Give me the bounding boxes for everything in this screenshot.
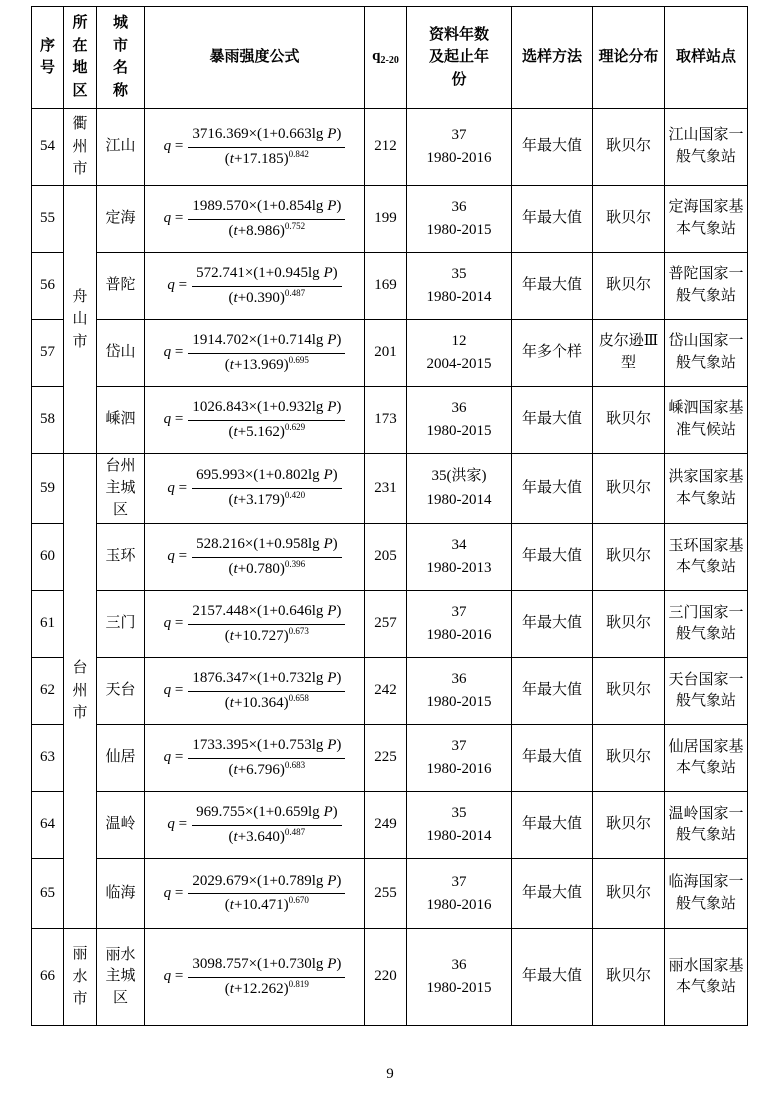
cell-station: 岱山国家一般气象站: [665, 320, 748, 387]
cell-city-name: 仙居: [97, 725, 145, 792]
table-row: [32, 253, 748, 320]
rainstorm-formula: [164, 397, 346, 444]
cell-sampling-method: 年最大值: [512, 658, 593, 725]
header-city-name: [97, 7, 145, 109]
cell-city-name: 丽水主城区: [97, 929, 145, 1026]
cell-city-name: 江山: [97, 109, 145, 186]
cell-distribution: 耿贝尔: [593, 186, 665, 253]
table-row: [32, 929, 748, 1026]
formula-numerator: 695.993×(1+0.802lg P): [192, 465, 342, 489]
table-row: [32, 186, 748, 253]
cell-q2-20: 212: [365, 109, 407, 186]
cell-sampling-method: 年多个样: [512, 320, 593, 387]
formula-numerator: 528.216×(1+0.958lg P): [192, 534, 342, 558]
cell-region: [64, 109, 97, 186]
rainstorm-formula: [167, 465, 341, 512]
cell-city-name: 温岭: [97, 792, 145, 859]
cell-serial-number: 55: [32, 186, 64, 253]
formula-lhs: q =: [163, 138, 184, 155]
header-q-subscript: 2-20: [380, 55, 399, 67]
cell-q2-20: 249: [365, 792, 407, 859]
table-header: [32, 7, 748, 109]
formula-exponent: 0.670: [288, 895, 309, 906]
years-count: 36: [451, 399, 467, 416]
formula-numerator: 3716.369×(1+0.663lg P): [188, 124, 345, 148]
cell-station: 定海国家基本气象站: [665, 186, 748, 253]
formula-fraction: [188, 397, 345, 444]
cell-city-name: 定海: [97, 186, 145, 253]
table-row: [32, 792, 748, 859]
cell-data-years: [407, 524, 512, 591]
formula-numerator: 2029.679×(1+0.789lg P): [188, 871, 345, 895]
cell-station: 江山国家一般气象站: [665, 109, 748, 186]
years-period: 2004-2015: [426, 356, 492, 372]
formula-fraction: [192, 802, 342, 849]
cell-sampling-method: 年最大值: [512, 929, 593, 1026]
years-count: 12: [451, 332, 467, 349]
formula-denominator: $(t+5.162)^{0.629}$: [228, 421, 306, 440]
cell-formula: [145, 109, 365, 186]
formula-exponent: 0.396: [284, 558, 306, 569]
formula-numerator: 3098.757×(1+0.730lg P): [188, 954, 345, 978]
formula-numerator: 2157.448×(1+0.646lg P): [188, 601, 345, 625]
cell-region: [64, 454, 97, 929]
formula-numerator: 1989.570×(1+0.854lg P): [188, 196, 345, 220]
rainstorm-formula: [164, 124, 346, 171]
region-label: 台州市: [72, 660, 88, 722]
cell-sampling-method: 年最大值: [512, 859, 593, 929]
cell-q2-20: 220: [365, 929, 407, 1026]
cell-sampling-method: 年最大值: [512, 792, 593, 859]
header-station: [665, 7, 748, 109]
header-serial-number: [32, 7, 64, 109]
cell-distribution: 耿贝尔: [593, 725, 665, 792]
header-row: [32, 7, 748, 109]
cell-city-name: 台州主城区: [97, 454, 145, 524]
cell-distribution: 耿贝尔: [593, 591, 665, 658]
cell-city-name: 天台: [97, 658, 145, 725]
cell-distribution: 皮尔逊Ⅲ型: [593, 320, 665, 387]
formula-denominator: $(t+6.796)^{0.683}$: [228, 759, 306, 778]
cell-formula: [145, 454, 365, 524]
header-region: [64, 7, 97, 109]
formula-fraction: [188, 871, 345, 918]
years-count: 36: [451, 671, 467, 687]
rainstorm-formula: [164, 601, 346, 648]
cell-sampling-method: 年最大值: [512, 387, 593, 454]
cell-station: 玉环国家基本气象站: [665, 524, 748, 591]
cell-station: 温岭国家一般气象站: [665, 792, 748, 859]
formula-numerator: 969.755×(1+0.659lg P): [192, 802, 342, 826]
cell-data-years: [407, 725, 512, 792]
cell-city-name: 岱山: [97, 320, 145, 387]
cell-station: 洪家国家基本气象站: [665, 454, 748, 524]
table-row: [32, 320, 748, 387]
cell-q2-20: 255: [365, 859, 407, 929]
cell-data-years: [407, 387, 512, 454]
header-data-years-label: 资料年数及起止年份: [428, 26, 489, 88]
years-period: 1980-2016: [426, 627, 492, 644]
cell-sampling-method: 年最大值: [512, 725, 593, 792]
cell-region: [64, 186, 97, 454]
formula-lhs: q =: [167, 548, 188, 565]
formula-lhs: q =: [163, 210, 184, 227]
header-serial-number-label: 序号: [39, 37, 55, 77]
formula-fraction: [188, 735, 345, 782]
formula-exponent: 0.819: [288, 978, 309, 989]
years-count: 36: [451, 198, 467, 215]
cell-data-years: [407, 109, 512, 186]
formula-denominator: $(t+0.780)^{0.396}$: [228, 558, 306, 577]
formula-fraction: [188, 124, 345, 171]
formula-exponent: 0.487: [284, 287, 306, 298]
cell-sampling-method: 年最大值: [512, 109, 593, 186]
cell-q2-20: 199: [365, 186, 407, 253]
cell-serial-number: 59: [32, 454, 64, 524]
table-row: [32, 454, 748, 524]
cell-q2-20: 225: [365, 725, 407, 792]
formula-lhs: q =: [163, 884, 184, 901]
header-q2-20: [365, 7, 407, 109]
cell-q2-20: 173: [365, 387, 407, 454]
cell-data-years: [407, 320, 512, 387]
region-label: 舟山市: [72, 288, 88, 350]
cell-sampling-method: 年最大值: [512, 253, 593, 320]
page-number: 9: [386, 1066, 394, 1082]
cell-distribution: 耿贝尔: [593, 253, 665, 320]
cell-station: 仙居国家基本气象站: [665, 725, 748, 792]
formula-fraction: [188, 330, 345, 377]
cell-data-years: [407, 859, 512, 929]
cell-serial-number: 64: [32, 792, 64, 859]
cell-q2-20: 231: [365, 454, 407, 524]
cell-city-name: 三门: [97, 591, 145, 658]
cell-data-years: [407, 454, 512, 524]
region-label: 衢州市: [72, 116, 88, 178]
cell-city-name: 临海: [97, 859, 145, 929]
formula-fraction: [192, 534, 342, 581]
cell-serial-number: 56: [32, 253, 64, 320]
formula-exponent: 0.752: [284, 220, 306, 231]
rainstorm-intensity-table: [31, 6, 748, 1026]
cell-formula: [145, 253, 365, 320]
formula-denominator: $(t+3.179)^{0.420}$: [228, 490, 306, 509]
cell-city-name: 嵊泗: [97, 387, 145, 454]
cell-distribution: 耿贝尔: [593, 929, 665, 1026]
rainstorm-formula: [164, 196, 346, 243]
header-formula: [145, 7, 365, 109]
cell-sampling-method: 年最大值: [512, 454, 593, 524]
cell-serial-number: 65: [32, 859, 64, 929]
formula-numerator: 1876.347×(1+0.732lg P): [188, 668, 345, 692]
formula-denominator: $(t+0.390)^{0.487}$: [228, 287, 306, 306]
cell-data-years: [407, 591, 512, 658]
formula-lhs: q =: [163, 344, 184, 361]
years-period: 1980-2014: [426, 491, 492, 508]
cell-sampling-method: 年最大值: [512, 524, 593, 591]
cell-formula: [145, 792, 365, 859]
cell-q2-20: 201: [365, 320, 407, 387]
rainstorm-formula: [167, 263, 341, 310]
table-row: [32, 524, 748, 591]
formula-denominator: $(t+12.262)^{0.819}$: [224, 978, 309, 997]
rainstorm-formula: [167, 534, 341, 581]
formula-exponent: 0.629: [284, 421, 306, 432]
formula-lhs: q =: [167, 816, 188, 833]
cell-sampling-method: 年最大值: [512, 591, 593, 658]
years-period: 1980-2016: [426, 896, 492, 913]
header-city-name-label: 城市名称: [112, 15, 128, 99]
header-q-symbol: q: [372, 48, 381, 65]
header-region-label: 所在地区: [72, 15, 88, 99]
formula-fraction: [188, 601, 345, 648]
years-count: 35(洪家): [431, 468, 487, 485]
cell-formula: [145, 186, 365, 253]
cell-distribution: 耿贝尔: [593, 387, 665, 454]
table-body: [32, 109, 748, 1026]
formula-fraction: [192, 263, 342, 310]
formula-lhs: q =: [163, 749, 184, 766]
cell-data-years: [407, 658, 512, 725]
cell-distribution: 耿贝尔: [593, 792, 665, 859]
header-station-label: 取样站点: [675, 48, 736, 65]
header-distribution-label: 理论分布: [598, 48, 659, 65]
years-count: 34: [451, 537, 467, 553]
cell-station: 天台国家一般气象站: [665, 658, 748, 725]
rainstorm-formula: [164, 735, 346, 782]
formula-denominator: $(t+3.640)^{0.487}$: [228, 826, 306, 845]
header-data-years: [407, 7, 512, 109]
cell-data-years: [407, 792, 512, 859]
years-period: 1980-2016: [426, 150, 492, 166]
formula-fraction: [188, 196, 345, 243]
formula-fraction: [192, 465, 342, 512]
years-period: 1980-2014: [426, 289, 492, 305]
header-formula-label: 暴雨强度公式: [209, 48, 300, 65]
table-row: [32, 109, 748, 186]
formula-denominator: $(t+10.727)^{0.673}$: [224, 625, 309, 644]
years-count: 37: [451, 126, 467, 143]
years-count: 35: [451, 265, 467, 282]
table-row: [32, 591, 748, 658]
rainstorm-formula: [167, 802, 341, 849]
cell-sampling-method: 年最大值: [512, 186, 593, 253]
formula-lhs: q =: [167, 277, 188, 294]
formula-numerator: 572.741×(1+0.945lg P): [192, 263, 342, 287]
cell-station: 丽水国家基本气象站: [665, 929, 748, 1026]
cell-serial-number: 63: [32, 725, 64, 792]
cell-serial-number: 57: [32, 320, 64, 387]
cell-formula: [145, 320, 365, 387]
formula-lhs: q =: [167, 479, 188, 496]
cell-distribution: 耿贝尔: [593, 658, 665, 725]
formula-exponent: 0.683: [284, 759, 306, 770]
formula-exponent: 0.658: [288, 692, 309, 703]
years-period: 1980-2014: [426, 828, 492, 845]
years-period: 1980-2015: [426, 423, 492, 439]
cell-q2-20: 205: [365, 524, 407, 591]
formula-numerator: 1733.395×(1+0.753lg P): [188, 735, 345, 759]
cell-formula: [145, 725, 365, 792]
cell-formula: [145, 387, 365, 454]
cell-data-years: [407, 253, 512, 320]
formula-fraction: [188, 668, 345, 715]
formula-exponent: 0.695: [288, 354, 309, 365]
cell-serial-number: 61: [32, 591, 64, 658]
formula-fraction: [188, 954, 345, 1001]
years-count: 37: [451, 873, 467, 890]
years-period: 1980-2013: [426, 560, 492, 577]
header-sampling-method-label: 选样方法: [521, 48, 582, 65]
formula-lhs: q =: [163, 411, 184, 428]
formula-denominator: $(t+10.364)^{0.658}$: [224, 692, 309, 711]
formula-denominator: $(t+17.185)^{0.842}$: [224, 148, 309, 167]
rainstorm-formula: [164, 330, 346, 377]
cell-data-years: [407, 186, 512, 253]
formula-denominator: $(t+8.986)^{0.752}$: [228, 220, 306, 239]
years-count: 37: [451, 604, 467, 620]
table-row: [32, 387, 748, 454]
cell-formula: [145, 658, 365, 725]
table-row: [32, 725, 748, 792]
cell-serial-number: 66: [32, 929, 64, 1026]
cell-data-years: [407, 929, 512, 1026]
cell-q2-20: 242: [365, 658, 407, 725]
years-period: 1980-2015: [426, 980, 492, 997]
formula-denominator: $(t+13.969)^{0.695}$: [224, 354, 309, 373]
cell-serial-number: 62: [32, 658, 64, 725]
rainstorm-formula: [164, 871, 346, 918]
formula-numerator: 1914.702×(1+0.714lg P): [188, 330, 345, 354]
table-row: [32, 658, 748, 725]
formula-numerator: 1026.843×(1+0.932lg P): [188, 397, 345, 421]
cell-q2-20: 169: [365, 253, 407, 320]
cell-serial-number: 58: [32, 387, 64, 454]
cell-formula: [145, 524, 365, 591]
cell-station: 嵊泗国家基准气候站: [665, 387, 748, 454]
years-count: 37: [451, 738, 467, 754]
years-period: 1980-2015: [426, 694, 492, 711]
years-count: 36: [451, 957, 467, 973]
formula-exponent: 0.420: [284, 490, 306, 501]
formula-lhs: q =: [163, 968, 184, 985]
years-period: 1980-2016: [426, 761, 492, 778]
formula-lhs: q =: [163, 682, 184, 699]
cell-distribution: 耿贝尔: [593, 454, 665, 524]
cell-station: 临海国家一般气象站: [665, 859, 748, 929]
cell-serial-number: 54: [32, 109, 64, 186]
cell-formula: [145, 591, 365, 658]
formula-exponent: 0.673: [288, 625, 309, 636]
cell-station: 三门国家一般气象站: [665, 591, 748, 658]
header-sampling-method: [512, 7, 593, 109]
cell-q2-20: 257: [365, 591, 407, 658]
cell-station: 普陀国家一般气象站: [665, 253, 748, 320]
cell-region: [64, 929, 97, 1026]
formula-exponent: 0.842: [288, 148, 309, 159]
region-label: 丽水市: [72, 946, 88, 1008]
cell-city-name: 普陀: [97, 253, 145, 320]
years-period: 1980-2015: [426, 222, 492, 238]
cell-distribution: 耿贝尔: [593, 524, 665, 591]
formula-denominator: $(t+10.471)^{0.670}$: [224, 895, 309, 914]
cell-formula: [145, 859, 365, 929]
years-count: 35: [451, 805, 467, 821]
rainstorm-formula: [164, 954, 346, 1001]
formula-exponent: 0.487: [284, 826, 306, 837]
rainstorm-formula: [164, 668, 346, 715]
cell-city-name: 玉环: [97, 524, 145, 591]
cell-serial-number: 60: [32, 524, 64, 591]
cell-distribution: 耿贝尔: [593, 109, 665, 186]
header-distribution: [593, 7, 665, 109]
cell-distribution: 耿贝尔: [593, 859, 665, 929]
formula-lhs: q =: [163, 615, 184, 632]
cell-formula: [145, 929, 365, 1026]
table-row: [32, 859, 748, 929]
